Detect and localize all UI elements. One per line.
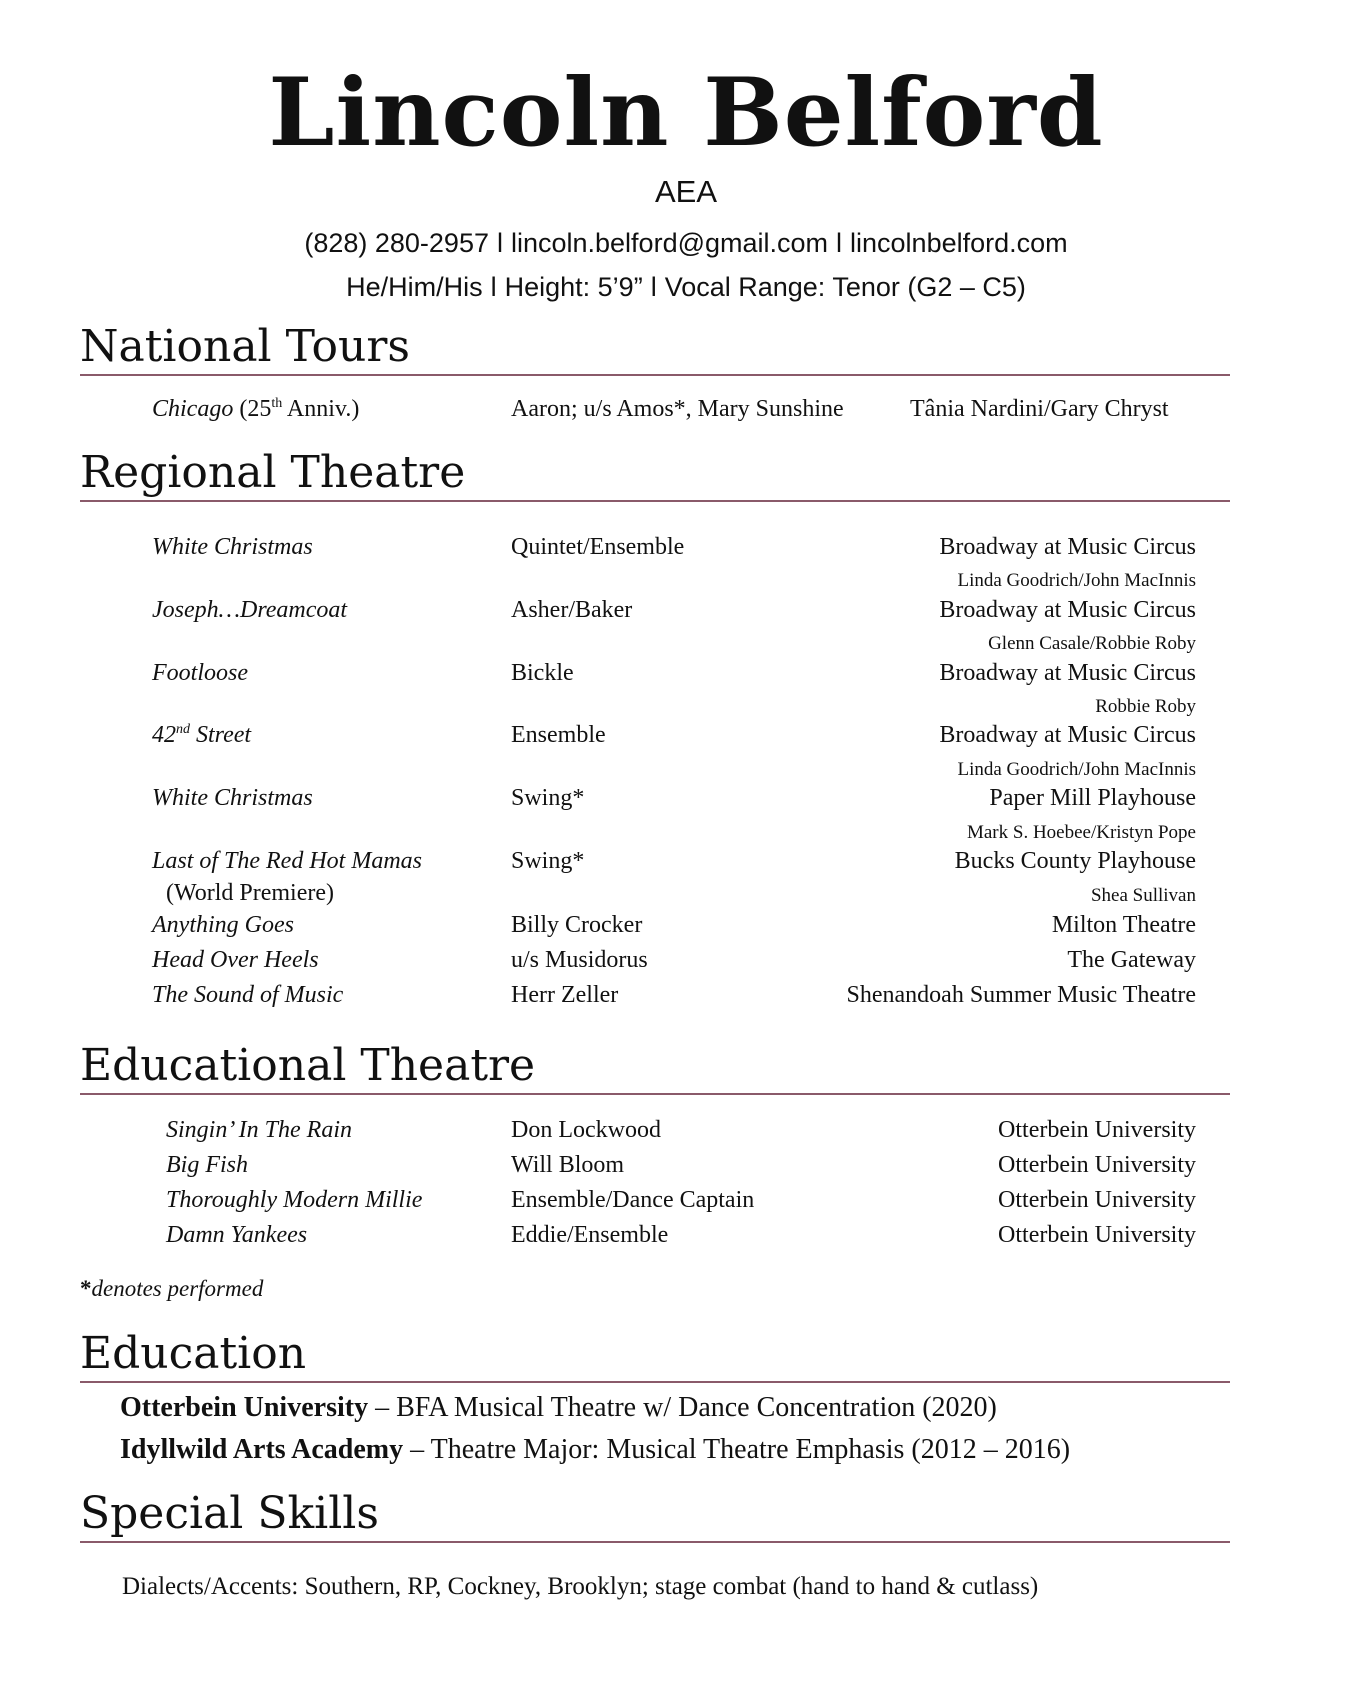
height: Height: 5’9” — [504, 272, 643, 302]
venue: The Gateway — [1067, 947, 1196, 973]
show-title: Joseph…Dreamcoat — [152, 597, 348, 623]
credit-row — [0, 912, 1372, 942]
credit-row — [0, 848, 1372, 878]
stats-line — [0, 272, 1372, 303]
separator: l — [836, 228, 843, 258]
role: Asher/Baker — [511, 597, 633, 623]
director: Tânia Nardini/Gary Chryst — [910, 396, 1169, 422]
credit-row — [0, 947, 1372, 977]
footnote: *denotes performed — [80, 1276, 264, 1301]
venue: Otterbein University — [998, 1222, 1196, 1248]
pronouns: He/Him/His — [346, 272, 483, 302]
phone: (828) 280-2957 — [304, 228, 489, 258]
role: u/s Musidorus — [511, 947, 648, 973]
role: Ensemble/Dance Captain — [511, 1187, 755, 1213]
credit-row — [0, 1117, 1372, 1147]
role: Ensemble — [511, 722, 606, 748]
director: Mark S. Hoebee/Kristyn Pope — [966, 822, 1196, 843]
section-heading-special-skills: Special Skills — [80, 1487, 1230, 1543]
role: Don Lockwood — [511, 1117, 661, 1143]
role: Billy Crocker — [511, 912, 643, 938]
venue: Milton Theatre — [1051, 912, 1196, 938]
credit-row — [0, 982, 1372, 1012]
director: Linda Goodrich/John MacInnis — [957, 570, 1196, 591]
show-title: Anything Goes — [152, 912, 294, 938]
show-title: Head Over Heels — [152, 947, 319, 973]
separator: l — [650, 272, 657, 302]
special-skills-text: Dialects/Accents: Southern, RP, Cockney, Brooklyn; stage combat (hand to hand & cutlass) — [122, 1573, 1039, 1600]
role: Aaron; u/s Amos*, Mary Sunshine — [511, 396, 844, 422]
show-title: Footloose — [152, 660, 248, 686]
section-heading-education: Education — [80, 1327, 1230, 1383]
role: Swing* — [511, 848, 585, 874]
show-title: Big Fish — [166, 1152, 248, 1178]
contact-line — [0, 228, 1372, 259]
credit-row — [0, 396, 1372, 426]
show-title: Damn Yankees — [166, 1222, 308, 1248]
role: Eddie/Ensemble — [511, 1222, 669, 1248]
director: Linda Goodrich/John MacInnis — [957, 759, 1196, 780]
role: Quintet/Ensemble — [511, 534, 685, 560]
venue: Shenandoah Summer Music Theatre — [846, 982, 1196, 1008]
venue: Broadway at Music Circus — [939, 722, 1196, 748]
director: Shea Sullivan — [1090, 885, 1196, 906]
education-entry: Otterbein University – BFA Musical Theatre w/ Dance Concentration (2020) — [120, 1392, 997, 1423]
venue: Paper Mill Playhouse — [989, 785, 1196, 811]
director: Glenn Casale/Robbie Roby — [988, 633, 1196, 654]
show-title: White Christmas — [152, 785, 313, 811]
role: Swing* — [511, 785, 585, 811]
venue: Otterbein University — [998, 1152, 1196, 1178]
credit-row — [0, 1152, 1372, 1182]
credit-row — [0, 1187, 1372, 1217]
show-title: Chicago (25th Anniv.) — [152, 396, 360, 422]
venue: Bucks County Playhouse — [954, 848, 1196, 874]
credit-row — [0, 597, 1372, 627]
email-link[interactable]: lincoln.belford@gmail.com — [510, 228, 829, 258]
credit-row — [0, 660, 1372, 690]
education-entry: Idyllwild Arts Academy – Theatre Major: Musical Theatre Emphasis (2012 – 2016) — [120, 1434, 1071, 1465]
venue: Broadway at Music Circus — [939, 597, 1196, 623]
resume-name: Lincoln Belford — [268, 58, 1104, 168]
website-link[interactable]: lincolnbelford.com — [850, 228, 1068, 258]
section-heading-regional-theatre: Regional Theatre — [80, 446, 1230, 502]
separator: l — [496, 228, 503, 258]
show-note: (World Premiere) — [166, 880, 334, 906]
credit-row — [0, 722, 1372, 752]
show-title: 42nd Street — [152, 722, 252, 748]
credit-row — [0, 534, 1372, 564]
venue: Broadway at Music Circus — [939, 534, 1196, 560]
union-affiliation: AEA — [654, 174, 718, 209]
role: Bickle — [511, 660, 574, 686]
separator: l — [490, 272, 497, 302]
director: Robbie Roby — [1095, 696, 1196, 717]
show-title: Thoroughly Modern Millie — [166, 1187, 423, 1213]
vocal-range: Vocal Range: Tenor (G2 – C5) — [664, 272, 1026, 302]
venue: Otterbein University — [998, 1117, 1196, 1143]
show-title: Singin’ In The Rain — [166, 1117, 352, 1143]
section-heading-national-tours: National Tours — [80, 320, 1230, 376]
credit-row — [0, 1222, 1372, 1252]
venue: Otterbein University — [998, 1187, 1196, 1213]
role: Herr Zeller — [511, 982, 619, 1008]
section-heading-educational-theatre: Educational Theatre — [80, 1039, 1230, 1095]
credit-row — [0, 785, 1372, 815]
show-title: The Sound of Music — [152, 982, 344, 1008]
venue: Broadway at Music Circus — [939, 660, 1196, 686]
show-title: White Christmas — [152, 534, 313, 560]
role: Will Bloom — [511, 1152, 625, 1178]
show-title: Last of The Red Hot Mamas — [152, 848, 422, 874]
